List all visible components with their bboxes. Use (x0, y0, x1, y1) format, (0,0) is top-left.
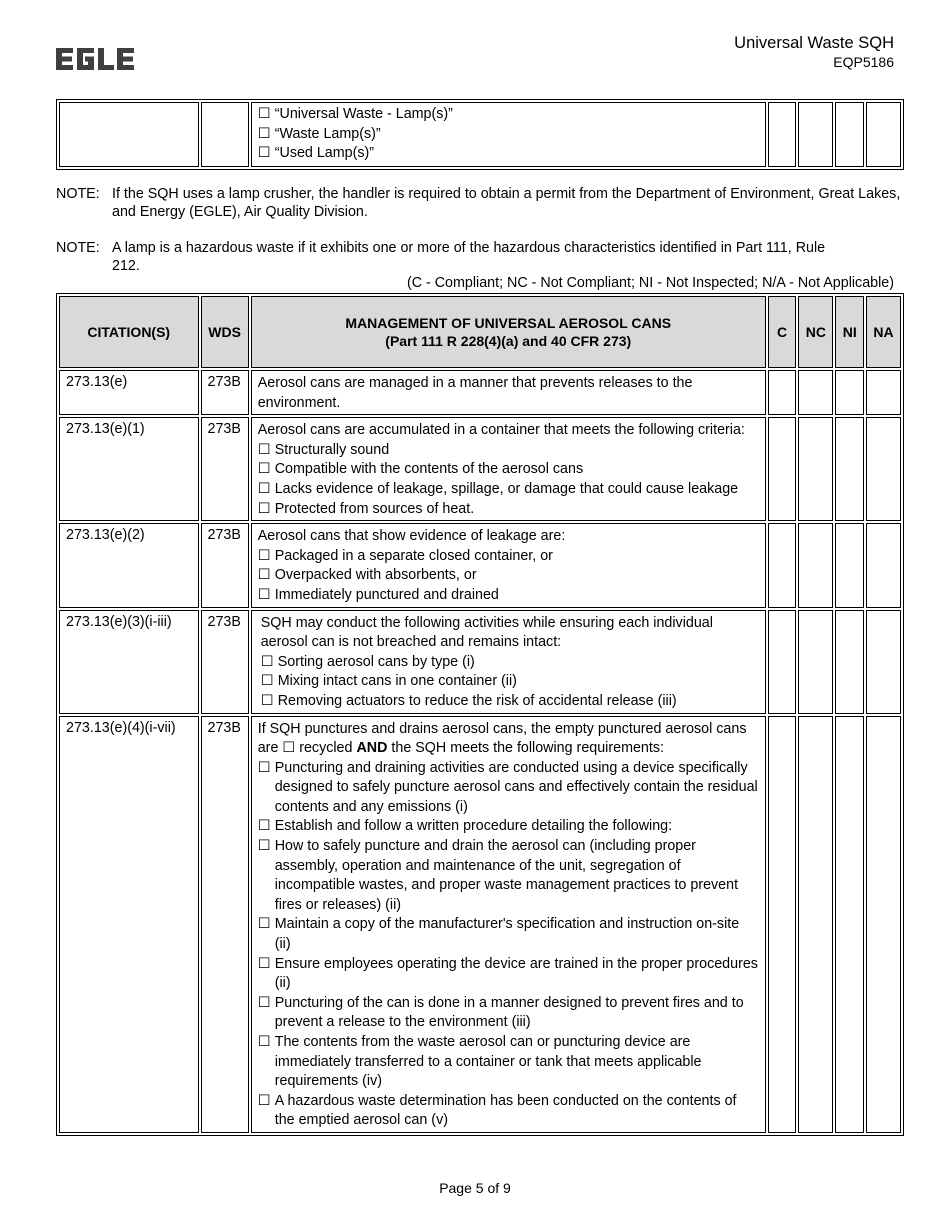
checkbox-option[interactable]: ☐ Compatible with the contents of the aerosol cans (258, 460, 759, 480)
checkbox-icon[interactable]: ☐ (257, 1092, 271, 1109)
checkbox-icon[interactable]: ☐ (257, 461, 271, 478)
wds-cell: 273B (201, 610, 249, 714)
checkbox-icon[interactable]: ☐ (257, 145, 271, 162)
table-row (59, 370, 901, 415)
compliance-legend: (C - Compliant; NC - Not Compliant; NI - Not Inspected; N/A - Not Applicable) (406, 275, 894, 291)
checkbox-option[interactable]: ☐ A hazardous waste determination has been conducted on the contents of the emptied aerosol can (v) (257, 1092, 737, 1129)
requirement-text: Aerosol cans are accumulated in a container that meets the following criteria: (257, 422, 745, 439)
column-header-nc: NC (798, 296, 833, 368)
checkbox-option[interactable]: ☐ Maintain a copy of the manufacturer's specification and instruction on-site (ii) (257, 916, 740, 953)
form-code: EQP5186 (833, 54, 894, 70)
checkbox-icon[interactable]: ☐ (282, 740, 296, 757)
c-cell[interactable] (768, 102, 797, 167)
column-header-management (251, 296, 766, 368)
checkbox-icon[interactable]: ☐ (257, 586, 271, 603)
citation-cell: 273.13(e)(1) (59, 417, 199, 521)
description-cell (251, 102, 766, 167)
checkbox-icon[interactable]: ☐ (257, 500, 271, 517)
table-row (59, 417, 901, 521)
checkbox-icon[interactable]: ☐ (257, 547, 271, 564)
table-row (59, 610, 901, 714)
checkbox-icon[interactable]: ☐ (257, 759, 271, 776)
na-cell[interactable] (866, 102, 901, 167)
checkbox-option[interactable]: ☐ Ensure employees operating the device are trained in the proper procedures (ii) (257, 955, 758, 992)
requirement-text: SQH may conduct the following activities while ensuring each individual aerosol can is not breached and remains intact: (260, 614, 713, 651)
column-header-citations: CITATION(S) (59, 296, 199, 368)
checkbox-option[interactable]: ☐ Removing actuators to reduce the risk of accidental release (iii) (261, 692, 759, 712)
requirement-text: If SQH punctures and drains aerosol cans, the empty punctured aerosol cans are ☐ recycled AND the SQH meets the following requirements: (257, 720, 747, 757)
checkbox-icon[interactable]: ☐ (257, 955, 271, 972)
c-cell[interactable] (768, 370, 797, 415)
checkbox-icon[interactable]: ☐ (257, 480, 271, 497)
checkbox-option[interactable]: ☐ Immediately punctured and drained (258, 586, 759, 606)
c-cell[interactable] (768, 716, 797, 1133)
c-cell[interactable] (768, 610, 797, 714)
nc-cell[interactable] (798, 370, 833, 415)
column-header-wds: WDS (201, 296, 249, 368)
section-title: MANAGEMENT OF UNIVERSAL AEROSOL CANS (345, 315, 672, 331)
description-cell (251, 417, 766, 521)
ni-cell[interactable] (835, 102, 864, 167)
table-row (59, 523, 901, 607)
checkbox-icon[interactable]: ☐ (257, 1034, 271, 1050)
checkbox-icon[interactable]: ☐ (257, 838, 271, 855)
checkbox-option[interactable]: ☐ Establish and follow a written procedure detailing the following: (258, 817, 759, 837)
checkbox-option[interactable]: ☐ Protected from sources of heat. (258, 500, 759, 520)
wds-cell: 273B (201, 370, 249, 415)
column-header-c: C (768, 296, 797, 368)
na-cell[interactable] (866, 523, 901, 607)
description-cell (251, 370, 766, 415)
checkbox-icon[interactable]: ☐ (257, 916, 271, 933)
checkbox-option[interactable]: ☐ The contents from the waste aerosol can or puncturing device are immediately transferred to a container or tank that meets applicable requirements (iv) (257, 1034, 702, 1090)
ni-cell[interactable] (835, 370, 864, 415)
na-cell[interactable] (866, 417, 901, 521)
checkbox-option[interactable]: ☐ Puncturing of the can is done in a manner designed to prevent fires and to prevent a release to the environment (iii) (257, 994, 744, 1031)
checkbox-option[interactable]: ☐ Lacks evidence of leakage, spillage, or damage that could cause leakage (258, 480, 759, 500)
nc-cell[interactable] (798, 523, 833, 607)
checkbox-option[interactable]: ☐ Packaged in a separate closed container, or (258, 547, 759, 567)
nc-cell[interactable] (798, 610, 833, 714)
checkbox-option[interactable]: ☐ Mixing intact cans in one container (ii) (261, 672, 759, 692)
table-row (59, 102, 901, 167)
section-subtitle: (Part 111 R 228(4)(a) and 40 CFR 273) (385, 333, 632, 349)
citation-cell: 273.13(e)(4)(i-vii) (59, 716, 199, 1133)
citation-cell (59, 102, 199, 167)
checkbox-option[interactable]: ☐ Overpacked with absorbents, or (258, 566, 759, 586)
checkbox-option[interactable]: ☐ Puncturing and draining activities are conducted using a device specifically designed to safely puncture aerosol cans and effectively contain the residual contents and any emissions (i) (257, 759, 758, 815)
checkbox-icon[interactable]: ☐ (257, 567, 271, 584)
ni-cell[interactable] (835, 716, 864, 1133)
column-header-ni: NI (835, 296, 864, 368)
requirement-text: Aerosol cans are managed in a manner that prevents releases to the environment. (257, 375, 693, 411)
document-title: Universal Waste SQH (734, 34, 894, 52)
c-cell[interactable] (768, 523, 797, 607)
citation-cell: 273.13(e)(3)(i-iii) (59, 610, 199, 714)
ni-cell[interactable] (835, 417, 864, 521)
requirement-text: Aerosol cans that show evidence of leakage are: (257, 528, 566, 545)
checkbox-icon[interactable]: ☐ (257, 994, 271, 1011)
nc-cell[interactable] (798, 102, 833, 167)
nc-cell[interactable] (798, 417, 833, 521)
citation-cell: 273.13(e) (59, 370, 199, 415)
lamp-labels-table (56, 99, 904, 170)
wds-cell: 273B (201, 417, 249, 521)
checkbox-option[interactable]: ☐ “Universal Waste - Lamp(s)” (258, 105, 759, 125)
table-row (59, 716, 901, 1133)
column-header-na: NA (866, 296, 901, 368)
note-hazardous-lamp: NOTE: A lamp is a hazardous waste if it exhibits one or more of the hazardous characteristics identified in Part 111, Rule 212. (56, 240, 826, 274)
note-lamp-crusher: NOTE: If the SQH uses a lamp crusher, the handler is required to obtain a permit from the Department of Environment, Great Lakes, and Energy (EGLE), Air Quality Division. (56, 186, 901, 220)
checkbox-icon[interactable]: ☐ (260, 673, 274, 690)
wds-cell: 273B (201, 716, 249, 1133)
na-cell[interactable] (866, 610, 901, 714)
citation-cell: 273.13(e)(2) (59, 523, 199, 607)
checkbox-icon[interactable]: ☐ (257, 818, 271, 835)
description-cell (251, 610, 766, 714)
table-header-row (59, 296, 901, 368)
na-cell[interactable] (866, 370, 901, 415)
checkbox-option[interactable]: ☐ How to safely puncture and drain the aerosol can (including proper assembly, operation and maintenance of the unit, segregation of incompatible wastes, and proper waste management practices to prevent fires or releases) (ii) (257, 838, 739, 913)
aerosol-cans-table (56, 293, 904, 1136)
checkbox-icon[interactable]: ☐ (260, 653, 274, 670)
checkbox-option[interactable]: ☐ Sorting aerosol cans by type (i) (261, 653, 759, 673)
c-cell[interactable] (768, 417, 797, 521)
wds-cell (201, 102, 249, 167)
na-cell[interactable] (866, 716, 901, 1133)
document-header (734, 34, 894, 71)
checkbox-option[interactable]: ☐ Structurally sound (258, 441, 759, 461)
checkbox-option[interactable]: ☐ “Used Lamp(s)” (258, 144, 759, 164)
checkbox-icon[interactable]: ☐ (257, 125, 271, 142)
ni-cell[interactable] (835, 610, 864, 714)
checkbox-icon[interactable]: ☐ (257, 106, 271, 122)
description-cell (251, 716, 766, 1133)
description-cell (251, 523, 766, 607)
nc-cell[interactable] (798, 716, 833, 1133)
wds-cell: 273B (201, 523, 249, 607)
checkbox-icon[interactable]: ☐ (260, 692, 274, 709)
egle-logo (55, 46, 135, 72)
page-number: Page 5 of 9 (439, 1180, 511, 1196)
checkbox-icon[interactable]: ☐ (257, 441, 271, 458)
ni-cell[interactable] (835, 523, 864, 607)
checkbox-option[interactable]: ☐ “Waste Lamp(s)” (258, 125, 759, 145)
